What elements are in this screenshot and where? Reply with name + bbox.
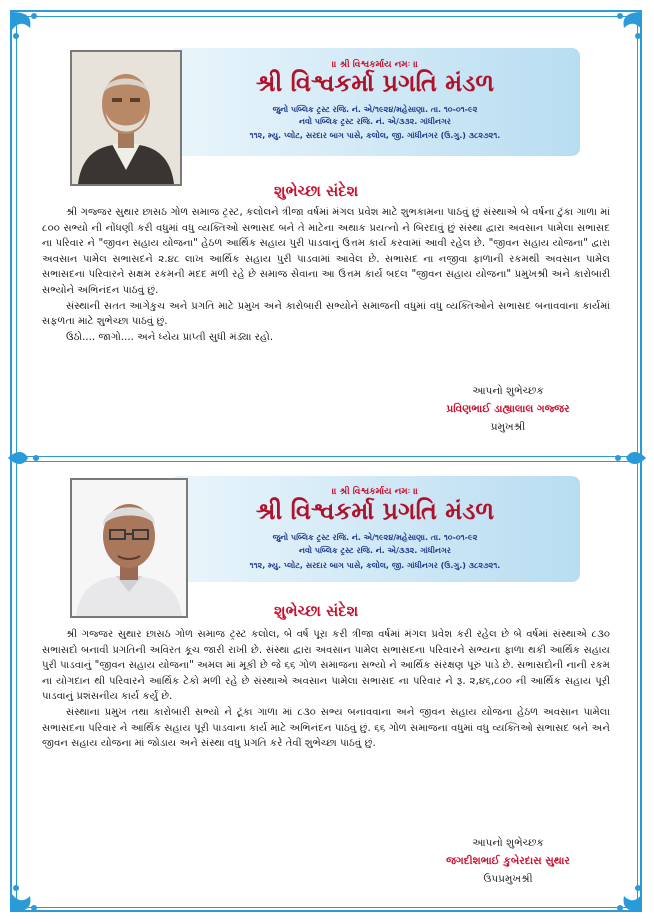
org-title: શ્રી વિશ્વકર્મા પ્રગતિ મંડળ [255,68,495,97]
address-line: ૧૧૨, મ્યુ. પ્લોટ, સરદાર બાગ પાસે, કલોલ, જી. ગાંધીનગર (ઉ.ગુ.) ૩૮૨૭૨૧. [249,561,501,570]
message-paragraph: સંસ્થાની સતત આગેકુચ અને પ્રગતિ માટે પ્રમુખ અને કારોબારી સભ્યોને સમાજની વધુમાં વધુ વ્યક્તિઓને સભાસદ બનાવવાના કાર્યમાં સફળતા માટે શુભેચ્છા પાઠવું છું. [42,300,610,328]
message-heading: શુભેચ્છા સંદેશ [274,182,359,200]
corner-ornament-icon [606,8,646,48]
message-paragraph: સંસ્થાના પ્રમુખ તથા કારોબારી સભ્યો ને ટૂંકા ગાળા માં ૮૩૦ સભ્ય બનાવવાના અને જીવન સહાય યોજના હેઠળ અવસાન પામેલા સભાસદના પરિવાર ને આર્થિક સહાય પૂરી પાડવાના કાર્ય માટે અભિનંદન પાઠવું છું. ૬૬ ગોળ સમાજના વધુમાં વધુ વ્યક્તિઓ સભાસદ બને અને જીવન સહાય યોજના માં જોડાય અને સંસ્થા વધુ પ્રગતિ કરે તેવી શુભેચ્છા પાઠવું છું. [42,706,610,750]
registration-line: નવો પબ્લિક ટ્રસ્ટ રજિ. નં. એ/૩૩૨. ગાંધીનગર [299,546,451,555]
president-photo [70,50,182,186]
corner-ornament-icon [8,876,48,916]
closing-label: આપનો શુભેચ્છક [472,385,544,397]
address-line: ૧૧૨, મ્યુ. પ્લોટ, સરદાર બાગ પાસે, કલોલ, જી. ગાંધીનગર (ઉ.ગુ.) ૩૮૨૭૨૧. [249,131,501,140]
message-paragraph: ઉઠો.... જાગો.... અને ધ્યેય પ્રાપ્તી સુધી મંડ્યા રહો. [66,331,274,343]
message-body [42,205,610,345]
invocation-text: ॥ શ્રી વિશ્વકર્માય નમઃ ॥ [331,487,419,497]
section-divider [22,456,632,462]
message-paragraph: શ્રી ગજ્જર સુથાર છાસઠ ગોળ સમાજ ટ્રસ્ટ કલોલ, બે વર્ષ પૂરા કરી ત્રીજા વર્ષમાં મંગલ પ્રવેશ કરી રહેલ છે બે વર્ષમાં સંસ્થાએ ૮૩૦ સભાસદો બનાવી પ્રગતિની અવિરત કૂચ જારી રાખી છે. સંસ્થા દ્વારા અવસાન પામેલ સભાસદના પરિવારને સભ્યના ફાળા થકી આર્થિક સહાય પુરી પાડવાનું "જીવન સહાય યોજના" અમલ માં મૂકી છે જે ૬૬ ગોળ સમાજના સભ્યો ને આર્થિક સંરક્ષણ પૂરું પાડે છે. સભાસદોની નાની રકમ ના યોગદાન થી પરિવારને આર્થિક ટેકો મળી રહે છે સંસ્થાએ અવસાન પામેલા સભાસદ ના પરિવાર ને રૂ. ૨,૪૬,૮૦૦ ની આર્થિક સહાય પૂરી પાડવાનું પ્રશંસનીય કાર્ય કર્યું છે. [42,629,610,703]
message-body [42,627,610,752]
signer-name: જગદીશભાઈ કુબેરદાસ સુથાર [446,855,570,867]
corner-ornament-icon [606,876,646,916]
signature-block [408,382,608,436]
registration-line: જુનો પબ્લિક ટ્રસ્ટ રજિ. નં. એ/૧૯૨૪/મહેસાણા. તા. ૧૦-૦૧-૯૨ [272,533,478,542]
message-heading: શુભેચ્છા સંદેશ [274,602,359,620]
signature-block [408,834,608,888]
signer-title: પ્રમુખશ્રી [490,421,526,433]
signer-name: પ્રવિણભાઈ ડાહ્યાલાલ ગજ્જર [446,403,570,415]
registration-line: નવો પબ્લિક ટ્રસ્ટ રજિ. નં. એ/૩૩૨. ગાંધીનગર [299,117,451,126]
invocation-text: ॥ શ્રી વિશ્વકર્માય નમઃ ॥ [331,60,419,70]
registration-line: જુનો પબ્લિક ટ્રસ્ટ રજિ. નં. એ/૧૯૨૪/મહેસાણા. તા. ૧૦-૦૧-૯૨ [272,105,478,114]
corner-ornament-icon [8,8,48,48]
org-title: શ્રી વિશ્વકર્મા પ્રગતિ મંડળ [255,496,495,525]
message-paragraph: શ્રી ગજ્જર સુથાર છાસઠ ગોળ સમાજ ટ્રસ્ટ, કલોલને ત્રીજા વર્ષમાં મંગલ પ્રવેશ માટે શુભકામના પાઠવું છું સંસ્થાએ બે વર્ષના ટુંકા ગાળા માં ૮૦૦ સભ્યો ની નોંધણી કરી વધુમાં વધુ વ્યક્તિઓ સભાસદ બને તે માટેના અથાક પ્રયત્નો ને બિરદાવું છું સંસ્થા દ્વારા અવસાન પામેલા સભાસદ ના પરિવાર ને "જીવન સહાય યોજના" હેઠળ આર્થિક સહાય પુરી પાડવાનું ઉત્તમ કાર્ય કરવામાં આવી રહેલ છે. "જીવન સહાય યોજના" દ્વારા અવસાન પામેલ સભાસદને ૨.૪૮ લાખ આર્થિક સહાય પુરી પાડવામાં આવેલ છે. સભાસદ ના નજીવા ફાળાની રકમથી અવસાન પામેલ સભાસદના પરિવારને સક્ષમ રકમની મદદ મળી રહે છે સમાજ સેવાના આ ઉત્તમ કાર્ય બદલ "જીવન સહાય યોજના" પ્રમુખશ્રી અને કારોબારી સભ્યોને અભિનંદન પાઠવું છું. [42,207,610,296]
closing-label: આપનો શુભેચ્છક [472,837,544,849]
signer-title: ઉપપ્રમુખશ્રી [483,873,533,885]
